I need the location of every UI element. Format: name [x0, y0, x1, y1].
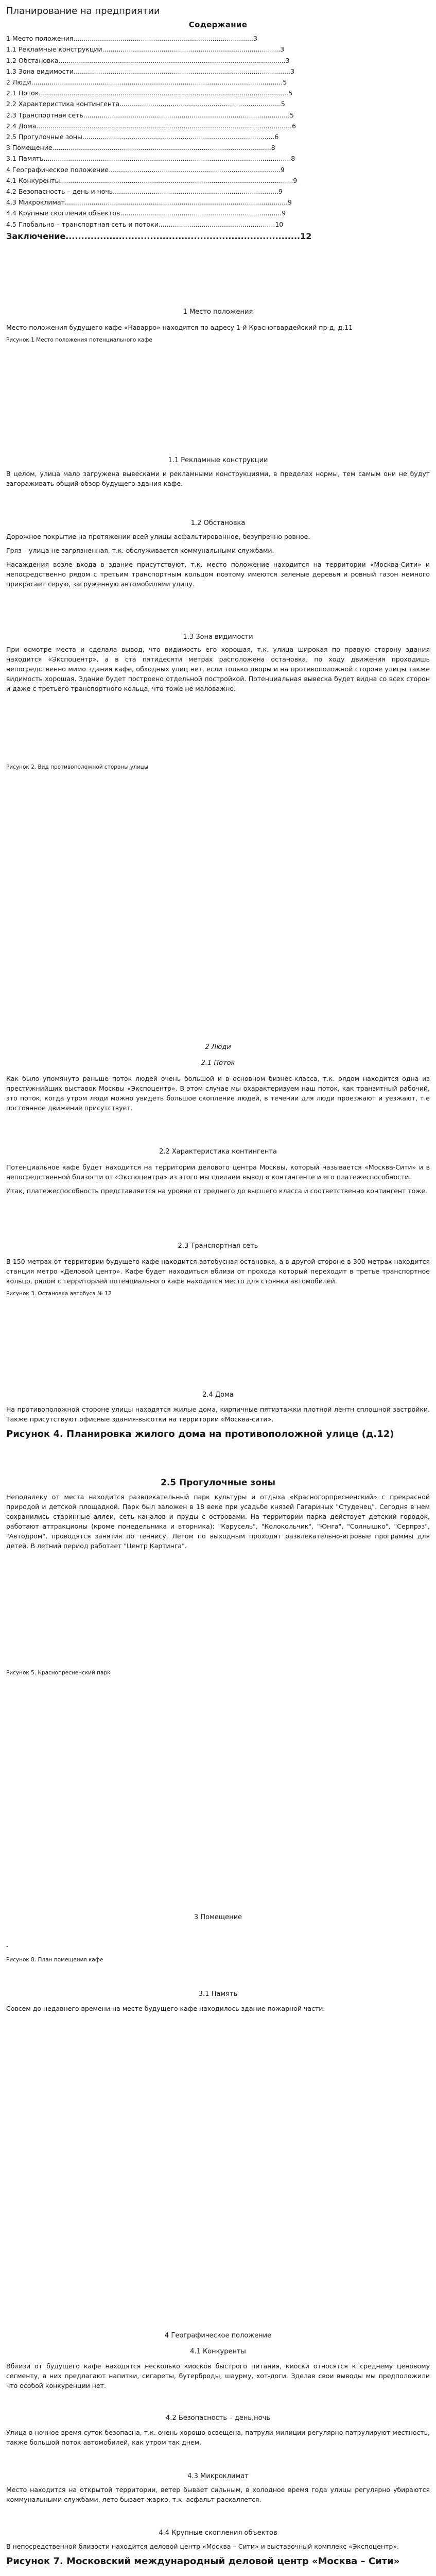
toc-title: Содержание	[188, 20, 248, 30]
section-heading: 1 Место положения	[183, 308, 253, 316]
section-heading: 4.1 Конкуренты	[190, 2348, 246, 2355]
toc-item[interactable]: 2.4 Дома.............................................................................................................................6	[6, 122, 296, 130]
figure-title: Рисунок 4. Планировка жилого дома на противоположной улице (д.12)	[6, 1428, 394, 1439]
section-heading: 3.1 Память	[198, 1990, 238, 1998]
figure-caption: Рисунок 1 Место положения потенциального кафе	[6, 336, 152, 343]
section-heading: 1.2 Обстановка	[190, 519, 246, 527]
section-heading: 1.3 Зона видимости	[183, 633, 253, 641]
section-heading: 2.4 Дома	[202, 1391, 234, 1399]
section-heading: 2.3 Транспортная сеть	[178, 1242, 258, 1250]
toc-item[interactable]: 1.3 Зона видимости..........................................................................................................3	[6, 67, 295, 75]
paragraph: На противоположной стороне улицы находятся жилые дома, кирпичные пятиэтажки плотной лентн сплошной застройки. Также присутствуют офисные здания-высотки на территории «Москва-сити».	[6, 1405, 430, 1423]
section-heading: 4 Географическое положение	[164, 2332, 272, 2340]
paragraph: Гряз – улица не загрязненная, т.к. обслуживается коммунальными службами.	[6, 546, 274, 554]
section-2-1	[6, 1058, 430, 1117]
figure-caption: Рисунок 2. Вид противоположной стороны улицы	[6, 764, 149, 770]
paragraph: Неподалеку от места находится развлекательный парк культуры и отдыха «Красногорпресненский» с прекрасной природой и детской площадкой. Парк был заложен в 18 веке при усадьбе князей Гагариных "Студенец". Сегодня в нем сохранились старинные аллеи, сеть каналов и пруды с островами. На территории парка действует детский городок, работают аттракционы (кроме понедельника и вторника): "Карусель", "Колокольчик", "Юнга", "Солнышко", "Серпрэз", "Автодром", проводятся занятия по теннису. Летом по выходным проходят развлекательно-игровые программы для детей. В летний период работает "Центр Картинга".	[6, 1493, 430, 1550]
section-4-1	[6, 2347, 430, 2395]
toc-item[interactable]: 2.5 Прогулочные зоны..............................................................................................6	[6, 132, 279, 141]
paragraph: Потенциальное кафе будет находится на территории делового центра Москвы, который называется «Москва-Сити» и в непосредственной близости от «Экспоцентра» из этого мы сделаем вывод о контингенте и его платежеспособности.	[6, 1163, 430, 1181]
section-1-2	[6, 518, 430, 593]
toc-item[interactable]: 4 Географическое положение....................................................................................9	[6, 165, 285, 174]
toc-item[interactable]: 2.1 Поток..........................................................................................................................5	[6, 89, 293, 97]
toc-item[interactable]: 1.1 Рекламные конструкции.......................................................................................3	[6, 45, 285, 54]
section-heading: 1.1 Рекламные конструкции	[168, 456, 268, 464]
figure-caption: Рисунок 3. Остановка автобуса № 12	[6, 1290, 112, 1297]
paragraph: При осмотре места и сделала вывод, что видимость его хорошая, т.к. улица широкая по правую сторону здания находится «Экспоцентр», а в ста пятидесяти метрах расположена остановка, по ходу движения проходишь непосредственно мимо здания кафе, обходных улиц нет, если только дворы и на противоположной стороне улицы также видимость хорошая. Здание будет построено отдельной постройкой. Потенциальная вывеска будет видна со всех сторон и даже с третьего транспортного кольца, что тоже не маловажно.	[6, 645, 430, 692]
toc-item-conclusion[interactable]: Заключение...........................................................................12	[6, 231, 312, 241]
paragraph: Улица в ночное время суток безопасна, т.к. очень хорошо освещена, патрули милиции регулярно патрулируют местность, также большой поток автомобилей, как утром так днем.	[6, 2428, 430, 2446]
toc-item[interactable]: 4.2 Безопасность – день и ночь.................................................................................9	[6, 188, 283, 195]
section-4-2	[6, 2413, 430, 2451]
toc-item[interactable]: 2.3 Транспортная сеть.....................................................................................................5	[6, 111, 294, 119]
toc-item[interactable]: 4.4 Крупные скопления объектов...............................................................................9	[6, 209, 286, 217]
toc-item[interactable]: 4.5 Глобально – транспортная сеть и потоки.........................................................10	[6, 220, 284, 228]
section-1-1	[6, 455, 430, 493]
list-dash: -	[6, 1942, 9, 1950]
paragraph: Насаждения возле входа в здание присутствуют, т.к. место положение находится на территории «Москва-Сити» и непосредственно рядом с третьим транспортным кольцом поэтому имеются зеленые деревья и ровный газон немного прикрасает серую, загруженную автомобилями улицу.	[6, 560, 430, 588]
section-3-1	[6, 1989, 430, 2018]
section-2-3	[6, 1241, 430, 1298]
figure-title: Рисунок 7. Московский международный деловой центр «Москва – Сити»	[6, 2555, 400, 2567]
paragraph: В целом, улица мало загружена вывесками и рекламными конструкциями, в пределах нормы, тем самым они не будут загораживать общий обзор будущего здания кафе.	[6, 469, 430, 487]
section-heading: 3 Помещение	[194, 1913, 242, 1921]
toc-item[interactable]: 3.1 Память.........................................................................................................................8	[6, 155, 295, 163]
section-2-5	[6, 1477, 430, 1555]
section-heading: 4.2 Безопасность – день,ночь	[166, 2414, 270, 2422]
table-of-contents	[6, 33, 430, 243]
document-page	[0, 0, 436, 243]
section-2-2	[6, 1147, 430, 1200]
paragraph: Место находится на открытой территории, ветер бывает сильным, в холодное время года улицы регулярно убираются коммунальными службами, лето бывает жарко, т.к. асфальт раскаляется.	[6, 2485, 430, 2503]
section-1-3	[6, 632, 430, 698]
toc-item[interactable]: 2.2 Характеристика контингента...............................................................................5	[6, 100, 285, 108]
section-heading: 2.2 Характеристика контингента	[159, 1148, 277, 1156]
section-2-4	[6, 1390, 430, 1440]
paragraph: Место положения будущего кафе «Наварро» находится по адресу 1-й Красногвардейский пр-д, д.11	[6, 323, 353, 331]
figure-caption: Рисунок 5. Краснопресненский парк	[6, 1670, 111, 1676]
toc-item[interactable]: 2 Люди...........................................................................................................................5	[6, 78, 287, 86]
toc-item[interactable]: 3 Помещение...........................................................................................................8	[6, 144, 275, 152]
paragraph: В 150 метрах от территории будущего кафе находится автобусная остановка, а в другой стороне в 300 метрах находится станция метро «Деловой центр». Кафе будет находиться вблизи от прохода который переходит в третье транспортное кольцо, рядом с территорией потенциального кафе находится место для стоянки автомобилей.	[6, 1257, 430, 1285]
section-1	[6, 307, 430, 345]
document-title: Планирование на предприятии	[6, 6, 160, 16]
section-heading: 4.3 Микроклимат	[187, 2472, 249, 2480]
paragraph: Как было упомянуто раньше поток людей очень большой и в основном бизнес-класса, т.к. рядом находится одна из престижнийших выставок Москвы «Экспоцентр». В этом случае мы охарактеризуем наш поток, как транзитный рабочий, это поток, когда утром люди можно увидеть большое скопление людей, в течении для люди проезжают и уезжают, т.е постоянное движение присутствует.	[6, 1074, 430, 1112]
figure-caption: Рисунок 8. План помещения кафе	[6, 1957, 103, 1963]
toc-item[interactable]: 4.3 Микроклимат.............................................................................................................9	[6, 198, 292, 207]
paragraph: В непосредственной близости находится деловой центр «Москва – Сити» и выставочный комплекс «Экспоцентр».	[6, 2542, 399, 2550]
toc-item[interactable]: 1.2 Обстановка...............................................................................................................3	[6, 56, 290, 64]
toc-item[interactable]: 1 Место положения........................................................................................3	[6, 35, 258, 43]
paragraph: Дорожное покрытие на протяжении всей улицы асфальтированное, безупречно ровное.	[6, 532, 310, 540]
section-4-3	[6, 2471, 430, 2509]
paragraph: Итак, платежеспособность представляется на уровне от среднего до высшего класса и соответственно контингент тоже.	[6, 1187, 428, 1195]
section-4-4	[6, 2528, 430, 2568]
paragraph: Вблизи от будущего кафе находятся несколько киосков быстрого питания, киоски относятся к среднему ценовому сегменту, а них предлагают напитки, сигареты, бутерброды, шаурму, хот-доги. Зделав свои выводы мы предположили что особой конкуренции нет.	[6, 2362, 430, 2389]
section-heading: 2.1 Поток	[201, 1059, 235, 1067]
section-heading: 2.5 Прогулочные зоны	[160, 1478, 276, 1488]
section-heading: 2 Люди	[205, 1043, 231, 1051]
section-heading: 4.4 Крупные скопления объектов	[159, 2529, 277, 2537]
toc-item[interactable]: 4.1 Конкуренты..................................................................................................................9	[6, 176, 298, 184]
paragraph: Совсем до недавнего времени на месте будущего кафе находилось здание пожарной части.	[6, 2004, 325, 2012]
